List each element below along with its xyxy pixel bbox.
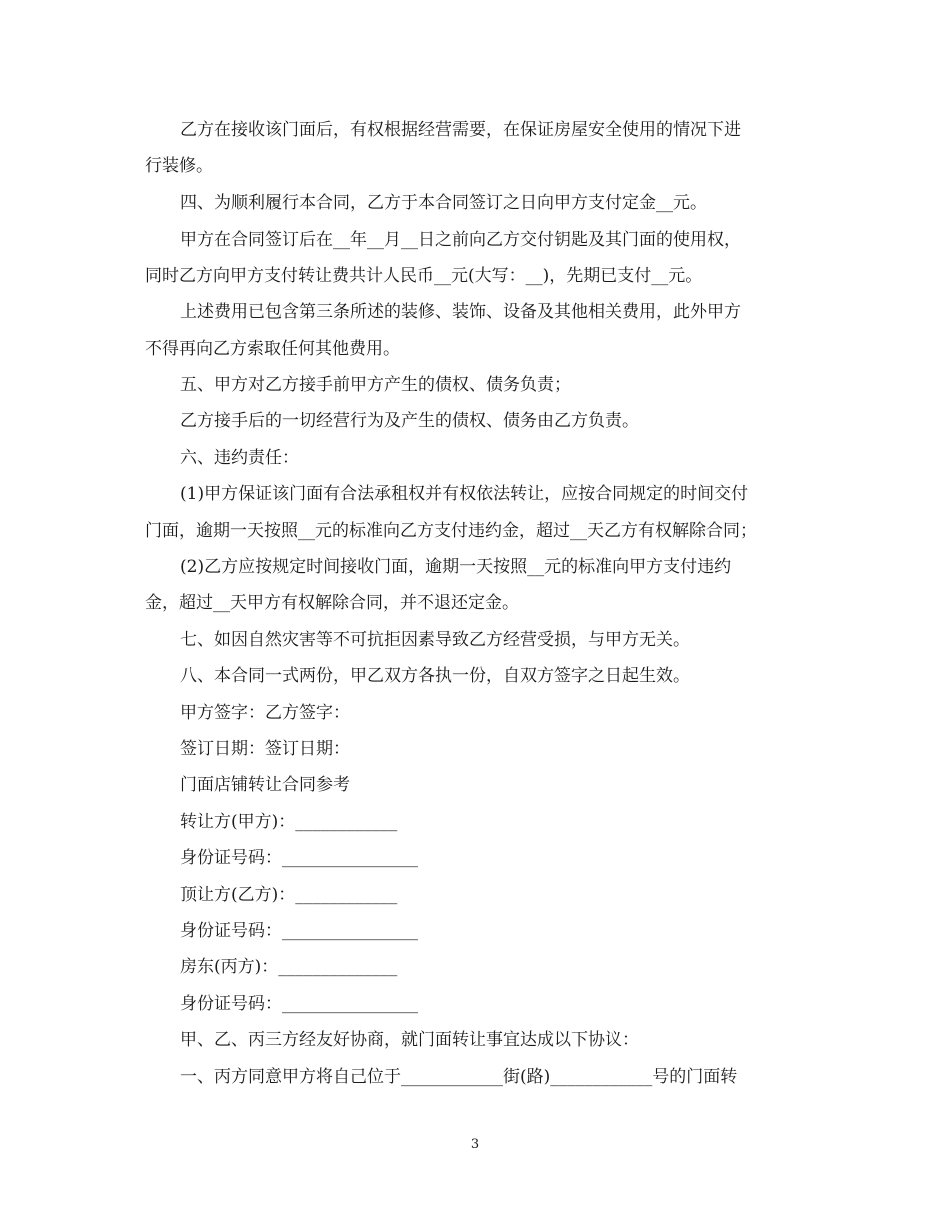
party-b-field: 顶让方(乙方)：____________ xyxy=(180,885,398,905)
section-heading: 六、违约责任： xyxy=(180,448,299,468)
paragraph-line: 一、丙方同意甲方将自己位于____________街(路)____________号的门面转 xyxy=(180,1067,738,1087)
id-number-field: 身份证号码：________________ xyxy=(180,994,418,1014)
paragraph-line: 上述费用已包含第三条所述的装修、装饰、设备及其他相关费用，此外甲方 xyxy=(180,302,741,322)
page-number: 3 xyxy=(470,1137,480,1152)
paragraph-line: 同时乙方向甲方支付转让费共计人民币__元(大写：__)，先期已支付__元。 xyxy=(145,266,703,286)
signature-line: 甲方签字：乙方签字： xyxy=(180,703,350,723)
paragraph-line: 门面，逾期一天按照__元的标准向乙方支付违约金，超过__天乙方有权解除合同； xyxy=(145,521,757,541)
paragraph-line: 八、本合同一式两份，甲乙双方各执一份，自双方签字之日起生效。 xyxy=(180,666,690,686)
paragraph-line: 四、为顺利履行本合同，乙方于本合同签订之日向甲方支付定金__元。 xyxy=(180,193,707,213)
paragraph-line: (1)甲方保证该门面有合法承租权并有权依法转让，应按合同规定的时间交付 xyxy=(180,484,749,504)
paragraph-line: (2)乙方应按规定时间接收门面，逾期一天按照__元的标准向甲方支付违约 xyxy=(180,557,732,577)
id-number-field: 身份证号码：________________ xyxy=(180,848,418,868)
paragraph-line: 乙方接手后的一切经营行为及产生的债权、债务由乙方负责。 xyxy=(180,411,639,431)
paragraph-line: 甲方在合同签订后在__年__月__日之前向乙方交付钥匙及其门面的使用权， xyxy=(180,230,741,250)
id-number-field: 身份证号码：________________ xyxy=(180,921,418,941)
paragraph-line: 乙方在接收该门面后，有权根据经营需要，在保证房屋安全使用的情况下进 xyxy=(180,120,741,140)
paragraph-line: 不得再向乙方索取任何其他费用。 xyxy=(145,339,400,359)
paragraph-line: 行装修。 xyxy=(145,156,213,176)
paragraph-line: 五、甲方对乙方接手前甲方产生的债权、债务负责； xyxy=(180,375,571,395)
paragraph-line: 甲、乙、丙三方经友好协商，就门面转让事宜达成以下协议： xyxy=(180,1030,639,1050)
party-c-field: 房东(丙方)：______________ xyxy=(180,957,398,977)
paragraph-line: 七、如因自然灾害等不可抗拒因素导致乙方经营受损，与甲方无关。 xyxy=(180,630,690,650)
contract-title: 门面店铺转让合同参考 xyxy=(180,775,350,795)
date-line: 签订日期：签订日期： xyxy=(180,739,350,759)
paragraph-line: 金，超过__天甲方有权解除合同，并不退还定金。 xyxy=(145,593,519,613)
party-a-field: 转让方(甲方)：____________ xyxy=(180,812,398,832)
